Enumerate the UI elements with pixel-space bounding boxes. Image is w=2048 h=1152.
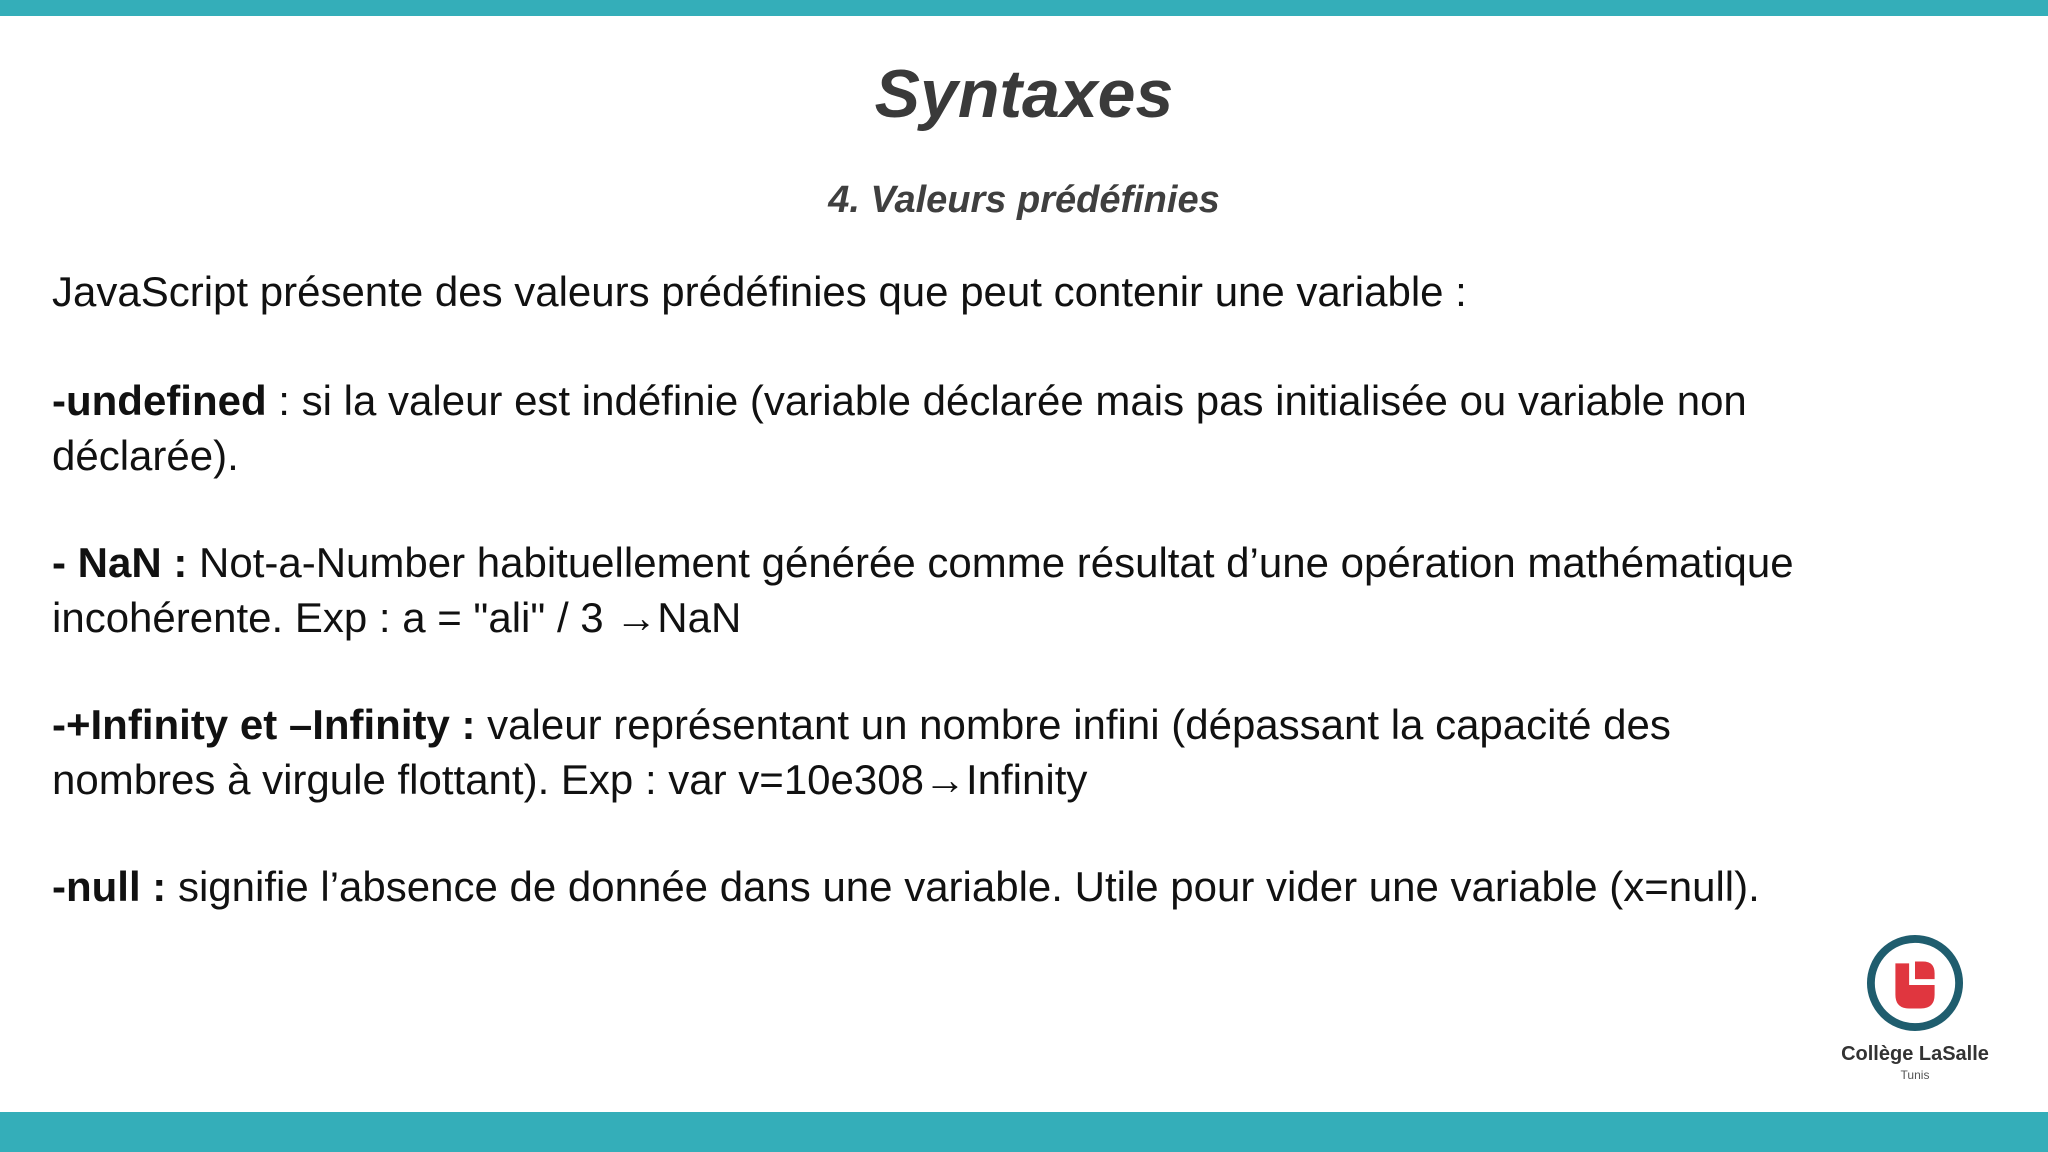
desc-undefined-line2: déclarée). — [52, 432, 239, 479]
item-nan — [52, 535, 1972, 590]
logo-city: Tunis — [1900, 1068, 1930, 1082]
desc-null-line1: signifie l’absence de donnée dans une variable. Utile pour vider une variable (x=null). — [166, 863, 1760, 910]
college-lasalle-logo-icon — [1866, 934, 1964, 1032]
item-null — [52, 859, 1972, 914]
item-infinity — [52, 697, 1972, 752]
bottom-accent-band — [0, 1112, 2048, 1152]
logo-name: Collège LaSalle — [1841, 1043, 1989, 1065]
intro-text: JavaScript présente des valeurs prédéfinies que peut contenir une variable : — [52, 268, 1467, 315]
slide-body — [52, 264, 1972, 914]
term-null: -null : — [52, 863, 167, 910]
desc-infinity-line1: valeur représentant un nombre infini (dépassant la capacité des — [475, 701, 1671, 748]
top-accent-band — [0, 0, 2048, 16]
slide-subtitle: 4. Valeurs prédéfinies — [828, 179, 1220, 221]
item-undefined — [52, 373, 1972, 428]
desc-nan-line2: incohérente. Exp : a = "ali" / 3 →NaN — [52, 594, 742, 641]
slide-title: Syntaxes — [874, 56, 1174, 132]
separator-undefined: : — [266, 377, 302, 424]
college-logo — [1840, 930, 1990, 1086]
term-undefined: -undefined — [52, 377, 267, 424]
desc-undefined-line1: si la valeur est indéfinie (variable déclarée mais pas initialisée ou variable non — [301, 377, 1747, 424]
desc-infinity-line2: nombres à virgule flottant). Exp : var v=10e308→Infinity — [52, 756, 1088, 803]
term-infinity: -+Infinity et –Infinity : — [52, 701, 476, 748]
desc-nan-line1: Not-a-Number habituellement générée comme résultat d’une opération mathématique — [187, 539, 1794, 586]
term-nan: - NaN : — [52, 539, 188, 586]
